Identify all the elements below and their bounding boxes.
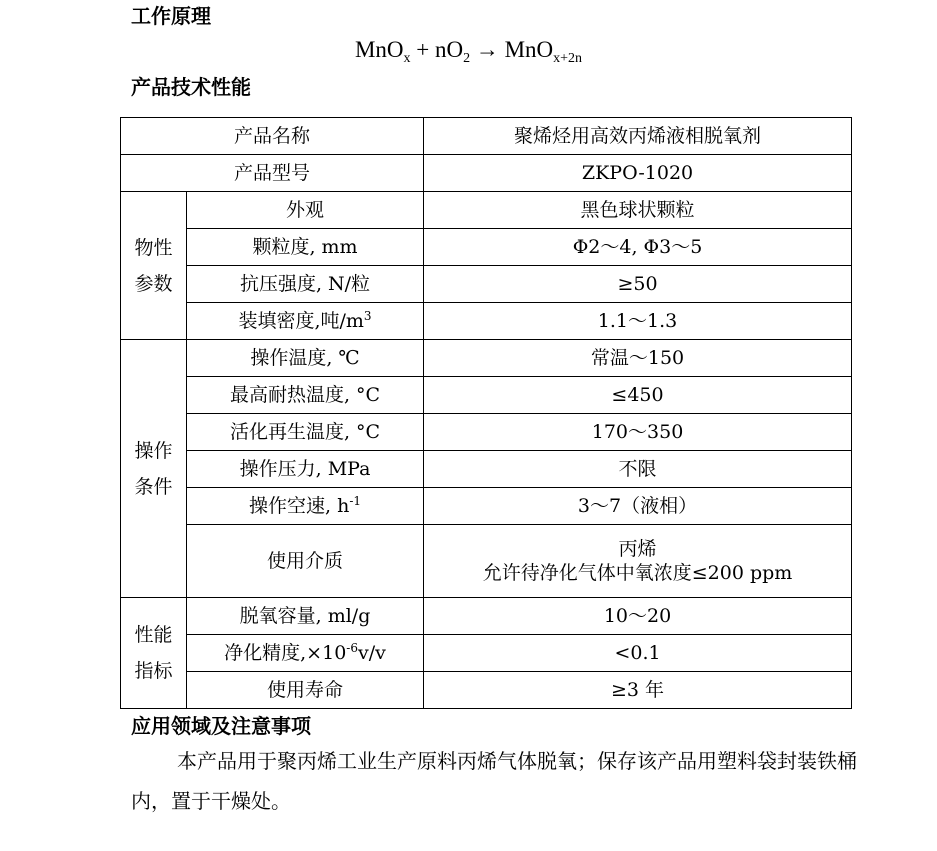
row-value: 3～7（液相） (424, 488, 852, 525)
row-label: 净化精度$,\times 10^{-6}v/v$ (187, 635, 424, 672)
table-row (121, 266, 852, 303)
row-value: 常温～150 (424, 340, 852, 377)
row-value: ≥50 (424, 266, 852, 303)
row-value: 不限 (424, 451, 852, 488)
section-heading-performance: 产品技术性能 (131, 75, 251, 99)
table-row (121, 635, 852, 672)
row-label: 操作温度, ℃ (187, 340, 424, 377)
row-value: 10～20 (424, 598, 852, 635)
group-label-operating: 操作 条件 (121, 340, 187, 598)
table-row (121, 488, 852, 525)
group-label-physical: 物性 参数 (121, 192, 187, 340)
row-value: <0.1 (424, 635, 852, 672)
row-label: 活化再生温度, °C (187, 414, 424, 451)
table-row (121, 229, 852, 266)
table-row (121, 192, 852, 229)
row-label: 脱氧容量, ml/g (187, 598, 424, 635)
row-label: 最高耐热温度, °C (187, 377, 424, 414)
application-paragraph: 本产品用于聚丙烯工业生产原料丙烯气体脱氧；保存该产品用塑料袋封装铁桶内，置于干燥处。 (131, 749, 857, 813)
row-label: 抗压强度, N/粒 (187, 266, 424, 303)
row-value: 丙烯 允许待净化气体中氧浓度≤200 ppm (424, 525, 852, 598)
row-label: 装填密度,吨$/m^3$ (187, 303, 424, 340)
table-row (121, 451, 852, 488)
table-row (121, 525, 852, 598)
table-row (121, 414, 852, 451)
table-row (121, 377, 852, 414)
row-label: 使用介质 (187, 525, 424, 598)
row-label: 操作空速, $h^{-1}$ (187, 488, 424, 525)
table-row (121, 303, 852, 340)
row-value: Φ2～4, Φ3～5 (424, 229, 852, 266)
row-value: ≥3 年 (424, 672, 852, 709)
row-value: 聚烯烃用高效丙烯液相脱氧剂 (424, 118, 852, 155)
row-label: 颗粒度, mm (187, 229, 424, 266)
table-row (121, 340, 852, 377)
table-row (121, 598, 852, 635)
row-label: 操作压力, MPa (187, 451, 424, 488)
row-label: 使用寿命 (187, 672, 424, 709)
table-row (121, 672, 852, 709)
row-value: 170～350 (424, 414, 852, 451)
row-label: 外观 (187, 192, 424, 229)
row-value: 1.1～1.3 (424, 303, 852, 340)
row-label: 产品型号 (121, 155, 424, 192)
table-row (121, 118, 852, 155)
row-value: ZKPO-1020 (424, 155, 852, 192)
row-value: 黑色球状颗粒 (424, 192, 852, 229)
section-heading-principle: 工作原理 (131, 4, 211, 28)
table-row (121, 155, 852, 192)
section-heading-application: 应用领域及注意事项 (131, 714, 311, 738)
row-value: ≤450 (424, 377, 852, 414)
reaction-formula: $MnO_x + nO_2 \to MnO_{x+2n}$ (354, 37, 583, 66)
row-label: 产品名称 (121, 118, 424, 155)
spec-table (120, 117, 852, 709)
group-label-indicators: 性能 指标 (121, 598, 187, 709)
